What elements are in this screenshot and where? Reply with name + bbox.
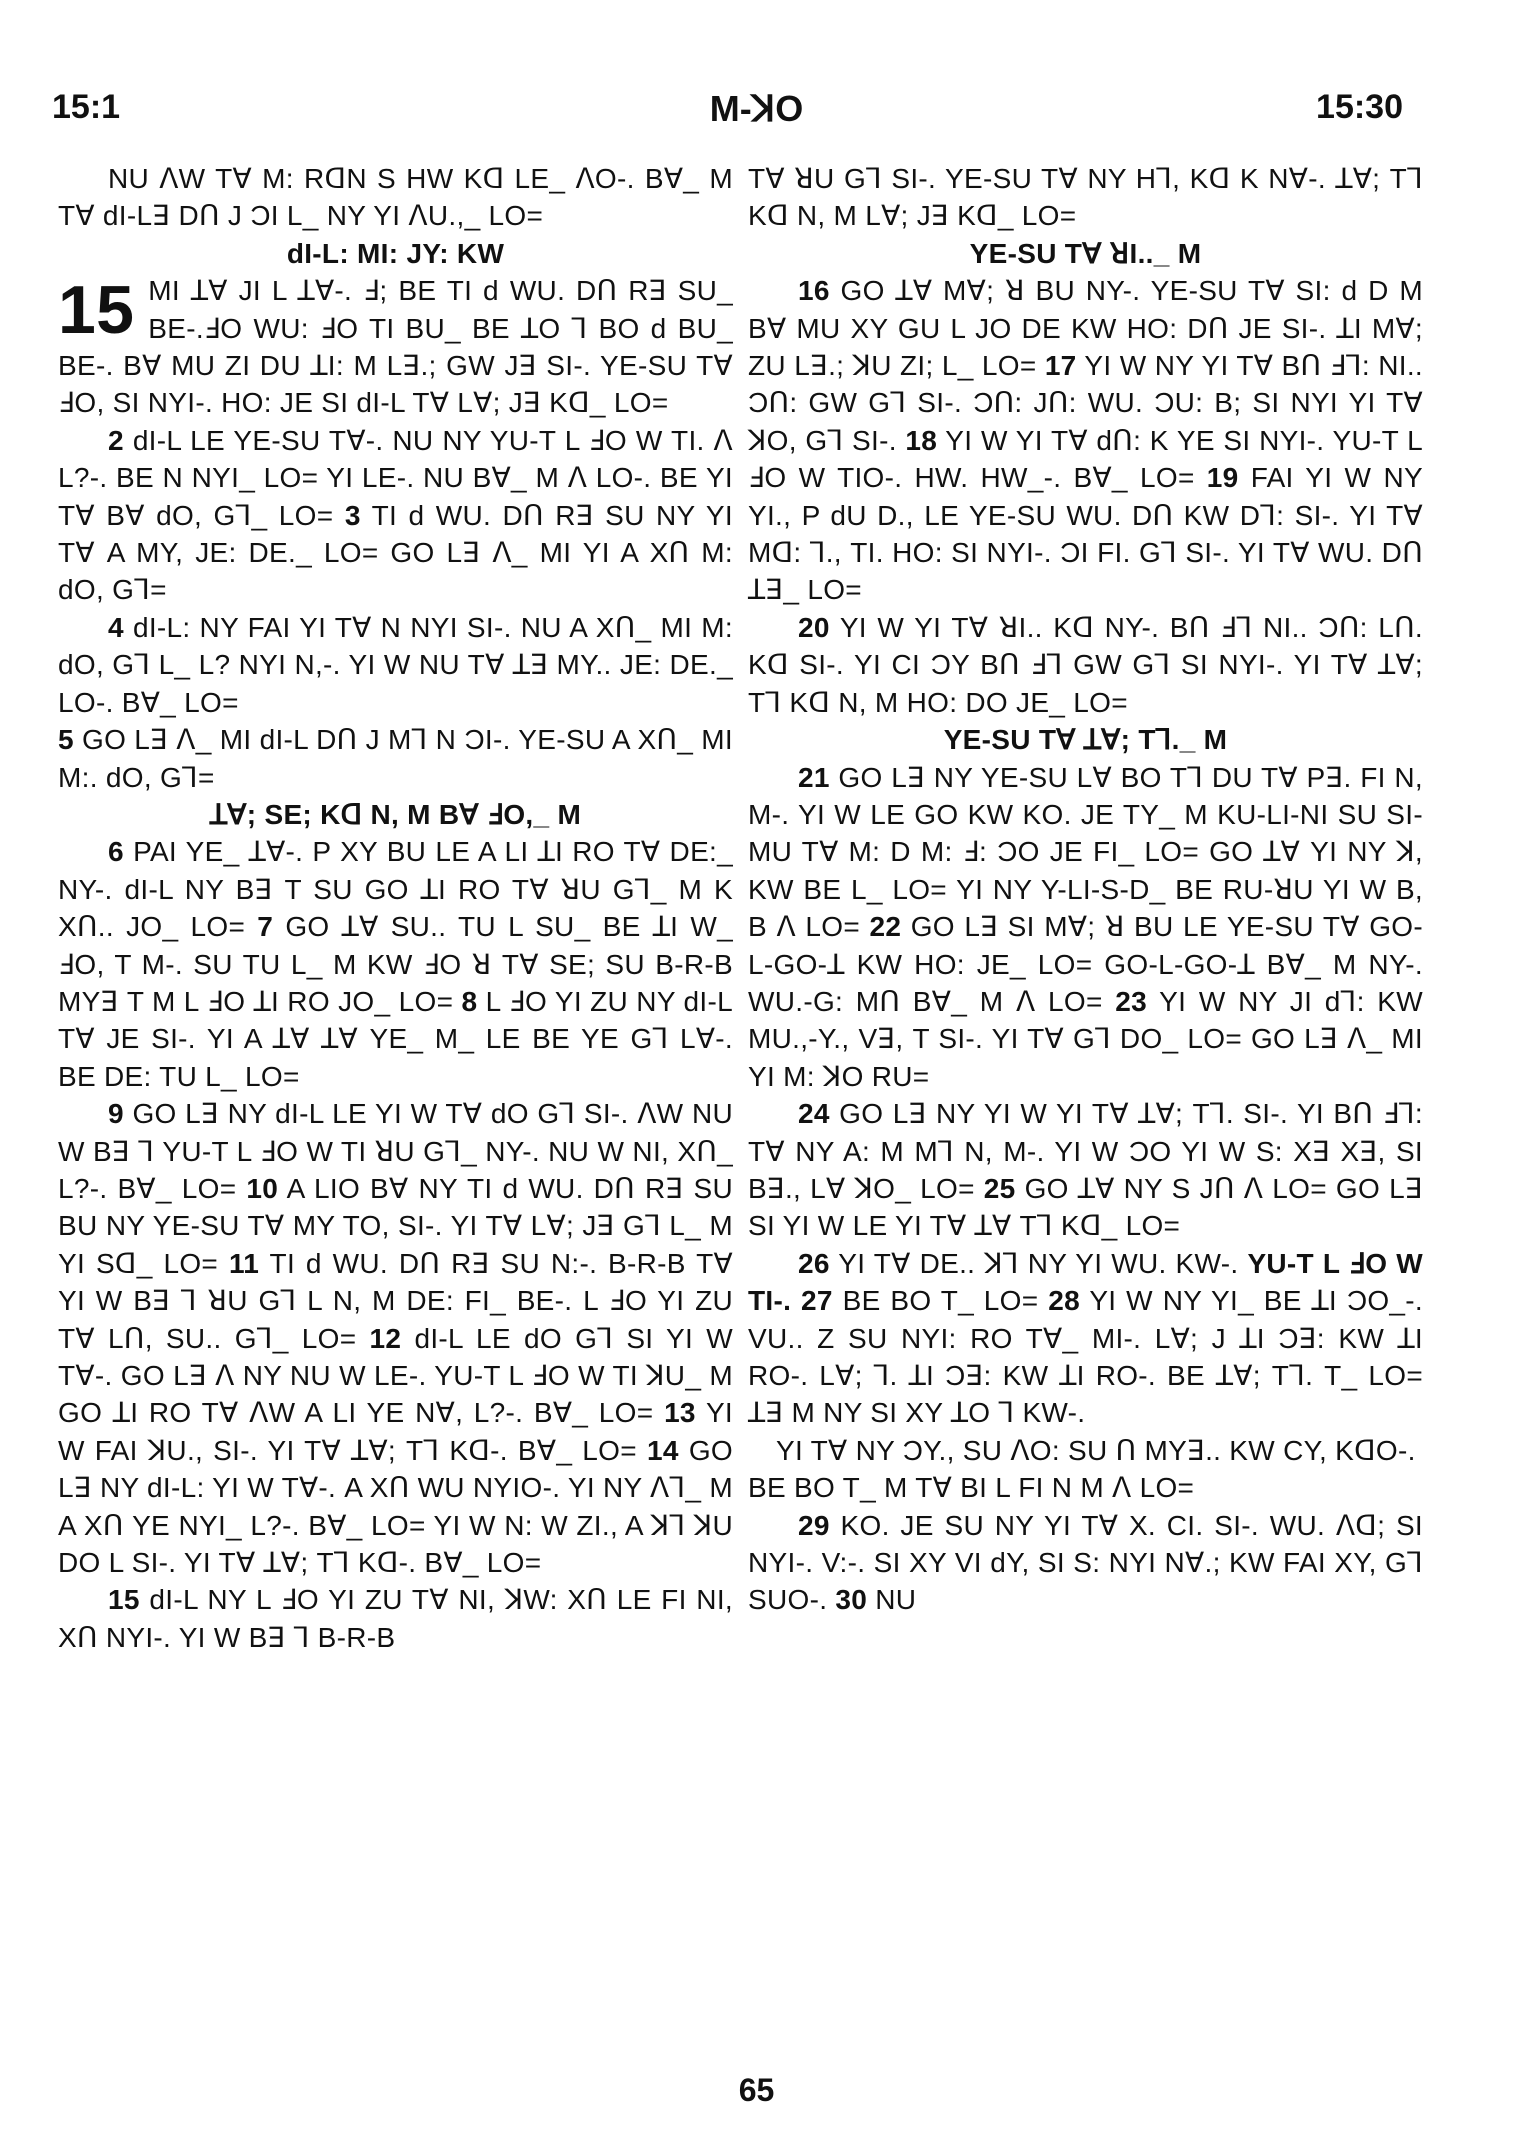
paragraph bbox=[58, 272, 733, 422]
verse-text: YU-T L ꓞO W TI-. bbox=[748, 1247, 1423, 1317]
verse-text: GO ꓕꓯ Mꓯ; ꓤ BU NY-. YE-SU Tꓯ SI: d D M Bꓯ MU XY GU L JO DE KW HO: Dꓵ JE SI-. ꓕI Mꓯ; ZU Lꓱ.; ꓘU ZI; L_ LO= bbox=[748, 275, 1423, 382]
paragraph bbox=[748, 272, 1423, 609]
verse-number: 4 bbox=[108, 611, 124, 643]
verse-text: dI-L LE YE-SU Tꓯ-. NU NY YU-T L ꓞO W TI. ꓥ L?-. BE N NYI_ LO= YI LE-. NU Bꓯ_ M ꓥ LO-. BE YI Tꓯ Bꓯ dO, Gꓶ_ LO= bbox=[58, 424, 733, 531]
verse-number: 5 bbox=[58, 724, 74, 756]
verse-text: L ꓞO YI ZU NY dI-L Tꓯ JE SI-. YI A ꓕꓯ ꓕꓯ YE_ M_ LE BE YE Gꓶ Lꓯ-. BE DE: TU L_ LO= bbox=[58, 985, 733, 1092]
verse-number: 14 bbox=[647, 1434, 679, 1466]
page-header bbox=[0, 88, 1513, 138]
paragraph bbox=[58, 422, 733, 609]
verse-text: MI ꓕꓯ JI L ꓕꓯ-. ꓞ; BE TI d WU. Dꓵ Rꓱ SU_ BE-.ꓞO WU: ꓞO TI BU_ BE ꓕO ꓶ BO d BU_ BE-. Bꓯ MU ZI DU ꓕI: M Lꓱ.; GW Jꓱ SI-. YE-SU Tꓯ ꓞO, SI NYI-. HO: JE SI dI-L Tꓯ Lꓯ; Jꓱ Kꓷ_ LO= bbox=[58, 275, 733, 419]
verse-text: GO Lꓱ NY dI-L: YI W Tꓯ-. A Xꓵ WU NYIO-. YI NY ꓥꓶ_ M A Xꓵ YE NYI_ L?-. Bꓯ_ LO= YI W N: W ZI., A ꓘꓶ ꓘU DO L SI-. YI Tꓯ ꓕꓯ; Tꓶ Kꓷ-. Bꓯ_ LO= bbox=[58, 1434, 733, 1579]
verse-number: 8 bbox=[461, 985, 478, 1017]
paragraph bbox=[58, 1581, 733, 1656]
verse-text: TI d WU. Dꓵ Rꓱ SU NY YI Tꓯ A MY, JE: DE._ LO= GO Lꓱ ꓥ_ MI YI A Xꓵ M: dO, Gꓶ= bbox=[58, 499, 733, 606]
paragraph bbox=[58, 609, 733, 721]
section-heading: ꓕꓯ; SE; Kꓷ N, M Bꓯ ꓞO,_ M bbox=[209, 798, 582, 830]
paragraph bbox=[58, 721, 733, 796]
paragraph bbox=[748, 1095, 1423, 1245]
verse-text: YI Tꓯ NY ƆY., SU ꓥO: SU ꓵ MYꓱ.. KW CY, KꓷO-. bbox=[776, 1434, 1416, 1466]
verse-text: dI-L NY L ꓞO YI ZU Tꓯ NI, ꓘW: Xꓵ LE FI NI, Xꓵ NYI-. YI W Bꓱ ꓶ B-R-B bbox=[58, 1584, 733, 1653]
verse-number: 23 bbox=[1115, 985, 1148, 1017]
verse-text: TI d WU. Dꓵ Rꓱ SU N:-. B-R-B Tꓯ YI W Bꓱ ꓶ ꓤU Gꓶ L N, M DE: FI_ BE-. L ꓞO YI ZU Tꓯ Lꓵ, SU.. Gꓶ_ LO= bbox=[58, 1247, 733, 1354]
verse-text: PAI YE_ ꓕꓯ-. P XY BU LE A LI ꓕI RO Tꓯ DE:_ NY-. dI-L NY Bꓱ T SU GO ꓕI RO Tꓯ ꓤU Gꓶ_ M K Xꓵ.. JO_ LO= bbox=[58, 836, 733, 943]
verse-number: 20 bbox=[798, 611, 830, 643]
verse-number: 7 bbox=[257, 911, 274, 943]
paragraph bbox=[58, 160, 733, 235]
verse-number: 2 bbox=[108, 424, 124, 456]
verse-number: 24 bbox=[798, 1098, 830, 1130]
verse-text: NU ꓥW Tꓯ M: RꓷN S HW Kꓷ LE_ ꓥO-. Bꓯ_ M Tꓯ dI-Lꓱ Dꓵ J ƆI L_ NY YI ꓥU.,_ LO= bbox=[58, 163, 733, 232]
verse-number: 19 bbox=[1206, 462, 1239, 494]
chapter-number: 15 bbox=[58, 272, 135, 349]
left-column bbox=[58, 160, 733, 1656]
paragraph bbox=[748, 160, 1423, 235]
verse-text: dI-L: NY FAI YI Tꓯ N NYI SI-. NU A Xꓵ_ MI M: dO, Gꓶ L_ L? NYI N,-. YI W NU Tꓯ ꓕꓱ MY.. JE: DE._ LO-. Bꓯ_ LO= bbox=[58, 611, 733, 718]
verse-number: 12 bbox=[369, 1322, 402, 1354]
verse-text: GO Lꓱ NY dI-L LE YI W Tꓯ dO Gꓶ SI-. ꓥW NU W Bꓱ ꓶ YU-T L ꓞO W TI ꓤU Gꓶ_ NY-. NU W NI, Xꓵ_ L?-. Bꓯ_ LO= bbox=[58, 1098, 733, 1204]
verse-text: ꓕꓱ M NY SI XY ꓕO ꓶ KW-. bbox=[748, 1397, 1086, 1429]
verse-number: 16 bbox=[798, 275, 830, 307]
paragraph bbox=[748, 609, 1423, 721]
section-heading: dI-L: MI: JY: KW bbox=[286, 237, 505, 269]
verse-text: BE BO T_ LO= bbox=[842, 1285, 1039, 1317]
book-title: M-ꓘO bbox=[709, 88, 804, 129]
verse-number: 29 bbox=[798, 1509, 830, 1541]
verse-text: BE BO T_ M Tꓯ BI L FI N M ꓥ LO= bbox=[748, 1472, 1195, 1504]
verse-text: YI W FAI ꓘU., SI-. YI Tꓯ ꓕꓯ; Tꓶ Kꓷ-. Bꓯ_ LO= bbox=[58, 1397, 734, 1466]
verse-text: dI-L LE dO Gꓶ SI YI W Tꓯ-. GO Lꓱ ꓥ NY NU W LE-. YU-T L ꓞO W TI ꓘU_ M GO ꓕI RO Tꓯ ꓥW A LI YE Nꓯ, L?-. Bꓯ_ LO= bbox=[58, 1322, 733, 1429]
verse-text: YI W YI Tꓯ ꓤI.. Kꓷ NY-. Bꓵ ꓞꓶ NI.. Ɔꓵ: Lꓵ. Kꓷ SI-. YI CI ƆY Bꓵ ꓞꓶ GW Gꓶ SI NYI-. YI Tꓯ ꓕꓯ; Tꓶ Kꓷ N, M HO: DO JE_ LO= bbox=[748, 611, 1424, 718]
page-number: 65 bbox=[738, 2072, 775, 2108]
verse-text: GO Lꓱ ꓥ_ MI dI-L Dꓵ J Mꓶ N ƆI-. YE-SU A Xꓵ_ MI M:. dO, Gꓶ= bbox=[58, 724, 733, 793]
verse-text: YI W YI Tꓯ dꓵ: K YE SI NYI-. YU-T L ꓞO W TIO-. HW. HW_-. Bꓯ_ LO= bbox=[748, 424, 1423, 494]
verse-text: GO ꓕꓯ NY S Jꓵ ꓥ LO= GO Lꓱ SI YI W LE YI Tꓯ ꓕꓯ Tꓶ Kꓷ_ LO= bbox=[748, 1172, 1423, 1242]
verse-number: 9 bbox=[108, 1098, 124, 1130]
verse-number: 25 bbox=[983, 1172, 1016, 1204]
verse-number: 30 bbox=[835, 1584, 868, 1616]
verse-text: GO ꓕꓯ SU.. TU L SU_ BE ꓕI W_ ꓞO, T M-. SU TU L_ M KW ꓞO ꓤ Tꓯ SE; SU B-R-B MYꓱ T M L ꓞO ꓕI RO JO_ LO= bbox=[58, 911, 733, 1017]
verse-number: 27 bbox=[801, 1285, 833, 1317]
verse-number: 26 bbox=[798, 1247, 830, 1279]
verse-text: GO Lꓱ NY YE-SU Lꓯ BO Tꓶ DU Tꓯ Pꓱ. FI N, M-. YI W LE GO KW KO. JE TY_ M KU-LI-NI SU SI-MU Tꓯ M: D M: ꓞ: ƆO JE FI_ LO= GO ꓕꓯ YI NY ꓘ, KW BE L_ LO= YI NY Y-LI-S-D_ BE RU-ꓤU YI W B, B ꓥ LO= bbox=[748, 761, 1423, 943]
verse-text: NU bbox=[875, 1584, 917, 1616]
verse-number: 3 bbox=[344, 499, 361, 531]
paragraph bbox=[748, 1432, 1423, 1469]
verse-text: YI Tꓯ DE.. ꓘꓶ NY YI WU. KW-. bbox=[838, 1247, 1239, 1279]
verse-number: 22 bbox=[869, 911, 902, 943]
paragraph bbox=[58, 833, 733, 1095]
verse-text: YI W NY YI_ BE ꓕI ƆO_-. VU.. Z SU NYI: RO Tꓯ_ MI-. Lꓯ; J ꓕI Ɔꓱ: KW ꓕI RO-. Lꓯ; ꓶ. ꓕI Ɔꓱ: KW ꓕI RO-. BE ꓕꓯ; Tꓶ. T_ LO= bbox=[748, 1285, 1423, 1391]
verse-number: 18 bbox=[905, 424, 938, 456]
verse-number: 28 bbox=[1048, 1285, 1080, 1317]
verse-text: Tꓯ ꓤU Gꓶ SI-. YE-SU Tꓯ NY Hꓶ, Kꓷ K Nꓯ-. ꓕꓯ; Tꓶ Kꓷ N, M Lꓯ; Jꓱ Kꓷ_ LO= bbox=[748, 163, 1423, 232]
verse-number: 11 bbox=[228, 1247, 260, 1279]
verse-text: KO. JE SU NY YI Tꓯ X. CI. SI-. WU. ꓥꓷ; SI NYI-. V:-. SI XY VI dY, SI S: NYI Nꓯ.; KW FAI XY, Gꓶ SUO-. bbox=[748, 1509, 1423, 1616]
verse-text: YI W NY JI dꓶ: KW MU.,-Y., Vꓱ, T SI-. YI Tꓯ Gꓶ DO_ LO= GO Lꓱ ꓥ_ MI YI M: ꓘO RU= bbox=[748, 985, 1423, 1092]
verse-text: YI W NY YI Tꓯ Bꓵ ꓞꓶ: NI.. Ɔꓵ: GW Gꓶ SI-. Ɔꓵ: Jꓵ: WU. ƆU: B; SI NYI YI Tꓯ ꓘO, Gꓶ SI-. bbox=[748, 350, 1423, 456]
verse-number: 6 bbox=[108, 836, 124, 868]
verse-number: 10 bbox=[246, 1172, 279, 1204]
verse-number: 17 bbox=[1044, 350, 1077, 382]
verse-text: FAI YI W NY YI., P dU D., LE YE-SU WU. Dꓵ KW Dꓶ: SI-. YI Tꓯ Mꓷ: ꓶ., TI. HO: SI NYI-. ƆI FI. Gꓶ SI-. YI Tꓯ WU. Dꓵ ꓕꓱ_ LO= bbox=[748, 462, 1423, 606]
section-heading: YE-SU Tꓯ ꓕꓯ; Tꓶ._ M bbox=[943, 724, 1228, 756]
verse-number: 13 bbox=[664, 1397, 696, 1429]
paragraph bbox=[748, 1507, 1423, 1619]
chapter-verse-start: 15:1 bbox=[52, 88, 121, 126]
verse-number: 15 bbox=[108, 1584, 140, 1616]
paragraph bbox=[58, 1095, 733, 1581]
paragraph bbox=[748, 1469, 1423, 1506]
paragraph bbox=[748, 759, 1423, 1096]
chapter-verse-end: 15:30 bbox=[1316, 88, 1403, 126]
verse-text: GO Lꓱ NY YI W YI Tꓯ ꓕꓯ; Tꓶ. SI-. YI Bꓵ ꓞꓶ: Tꓯ NY A: M Mꓶ N, M-. YI W ƆO YI W S: Xꓱ Xꓱ, SI Bꓱ., Lꓯ ꓘO_ LO= bbox=[748, 1098, 1423, 1204]
section-heading: YE-SU Tꓯ ꓤI.._ M bbox=[969, 237, 1202, 269]
right-column bbox=[748, 160, 1423, 1619]
verse-text: GO Lꓱ SI Mꓯ; ꓤ BU LE YE-SU Tꓯ GO-L-GO-ꓕ KW HO: JE_ LO= GO-L-GO-ꓕ Bꓯ_ M NY-. WU.-G: Mꓵ Bꓯ_ M ꓥ LO= bbox=[748, 911, 1423, 1017]
paragraph bbox=[748, 1245, 1423, 1432]
verse-text: A LIO Bꓯ NY TI d WU. Dꓵ Rꓱ SU BU NY YE-SU Tꓯ MY TO, SI-. YI Tꓯ Lꓯ; Jꓱ Gꓶ L_ M YI Sꓷ_ LO= bbox=[58, 1172, 733, 1279]
verse-number: 21 bbox=[798, 761, 830, 793]
